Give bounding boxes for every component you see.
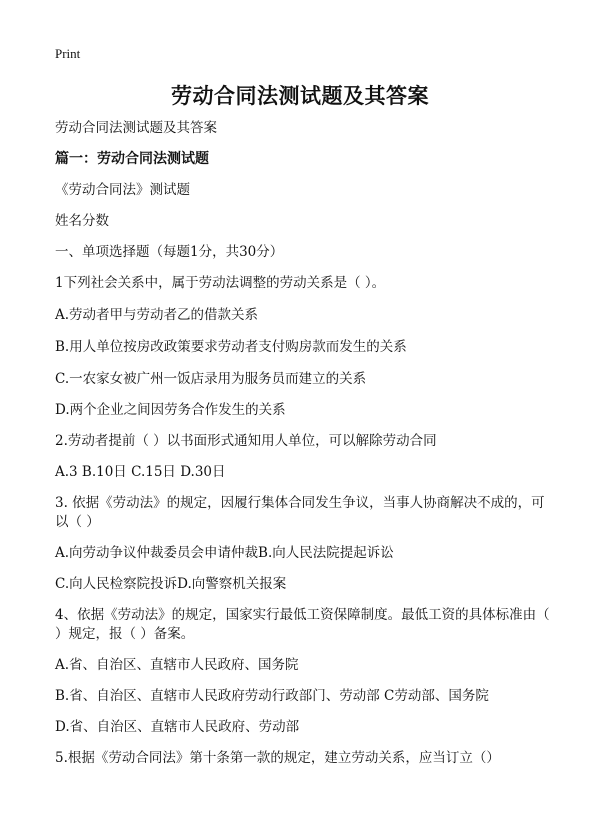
question-2-options: A.3 B.10日 C.15日 D.30日 [55,464,226,480]
question-4-option-a: A.省、自治区、直辖市人民政府、国务院 [55,657,299,673]
question-4-stem: 4、依据《劳动法》的规定，国家实行最低工资保障制度。最低工资的具体标准由（ ）规定，报（ ）备案。 [55,607,550,642]
question-4-option-bc: B.省、自治区、直辖市人民政府劳动行政部门、劳动部 C劳动部、国务院 [55,688,489,704]
name-score-line: 姓名分数 [55,213,109,229]
question-1-stem: 1下列社会关系中，属于劳动法调整的劳动关系是（ ）。 [55,275,386,291]
print-label: Print [55,46,81,61]
question-1-option-c: C.一农家女被广州一饭店录用为服务员而建立的关系 [55,371,367,387]
question-1-option-d: D.两个企业之间因劳务合作发生的关系 [55,402,286,418]
question-1-option-a: A.劳动者甲与劳动者乙的借款关系 [55,307,259,323]
question-3-option-ab: A.向劳动争议仲裁委员会申请仲裁B.向人民法院提起诉讼 [55,545,394,561]
question-5-stem: 5.根据《劳动合同法》第十条第一款的规定，建立劳动关系，应当订立（） [55,750,500,766]
question-1-option-b: B.用人单位按房改政策要求劳动者支付购房款而发生的关系 [55,339,407,355]
chapter-heading: 篇一：劳动合同法测试题 [55,151,209,167]
test-name: 《劳动合同法》测试题 [55,182,190,198]
section-heading: 一、单项选择题（每题1分，共30分） [55,244,284,260]
question-3-stem: 3. 依据《劳动法》的规定，因履行集体合同发生争议，当事人协商解决不成的，可以（ ） [55,495,545,530]
subtitle: 劳动合同法测试题及其答案 [55,120,217,136]
document-title: 劳动合同法测试题及其答案 [171,83,429,108]
question-3-option-cd: C.向人民检察院投诉D.向警察机关报案 [55,576,287,592]
question-4-option-d: D.省、自治区、直辖市人民政府、劳动部 [55,719,300,735]
question-2-stem: 2.劳动者提前（ ）以书面形式通知用人单位，可以解除劳动合同 [55,433,437,449]
